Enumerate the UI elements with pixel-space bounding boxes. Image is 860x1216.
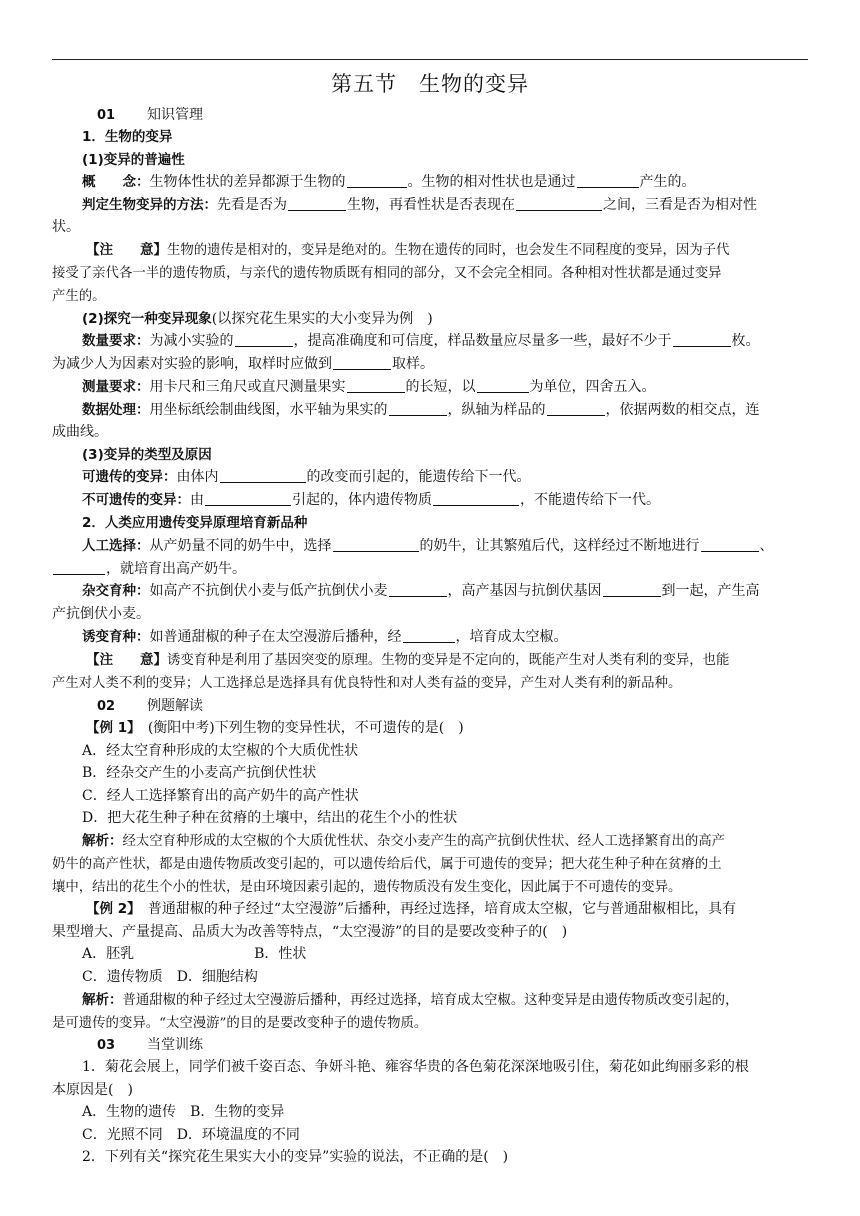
example-2-question: 【例 2】 普通甜椒的种子经过“太空漫游”后播种，再经过选择，培育成太空椒，它与普通甜椒相比，具有 [86, 901, 737, 917]
note-2: 【注 意】诱变育种是利用了基因突变的原理。生物的变异是不定向的，既能产生对人类有利的变异，也能 [86, 652, 730, 668]
blank [205, 491, 291, 506]
heritable-line: 可遗传的变异：由体内 的改变而引起的，能遗传给下一代。 [82, 469, 531, 485]
hybrid-breeding-cont: 产抗倒伏小麦。 [52, 606, 150, 622]
heading-1: 1．生物的变异 [82, 129, 173, 145]
example-1-question: 【例 1】 (衡阳中考)下列生物的变异性状，不可遗传的是( ) [86, 720, 464, 736]
example-1-analysis-line-2: 奶牛的高产性状，都是由遗传物质改变引起的，可以遗传给后代，属于可遗传的变异；把大花生种子种在贫瘠的土 [52, 857, 722, 872]
example-1-option-c: C．经人工选择繁育出的高产奶牛的高产性状 [82, 788, 359, 804]
section-heading-03: 03 当堂训练 [97, 1037, 203, 1053]
example-2-question-cont: 果型增大、产量提高、品质大为改善等特点，“太空漫游”的目的是要改变种子的( ) [52, 924, 568, 940]
blank [288, 196, 346, 211]
blank [53, 560, 105, 575]
data-processing-line: 数据处理：用坐标纸绘制曲线图，水平轴为果实的 ，纵轴为样品的 ，依据两数的相交点，连 [82, 402, 760, 418]
artificial-selection-line: 人工选择：从产奶量不同的奶牛中，选择 的奶牛，让其繁殖后代，这样经过不断地进行 、 [82, 538, 774, 554]
example-1-analysis: 解析：经太空育种形成的太空椒的个大质优性状、杂交小麦产生的高产抗倒伏性状、经人工选择繁育出的高产 [82, 833, 726, 849]
header-rule [52, 59, 808, 60]
section-heading-02: 02 例题解读 [97, 698, 203, 714]
blank [347, 173, 407, 188]
blank [347, 378, 405, 393]
data-processing-line-cont: 成曲线。 [52, 424, 108, 440]
blank [333, 537, 419, 552]
judge-line-cont: 状。 [52, 219, 80, 235]
blank [389, 401, 447, 416]
blank [333, 355, 391, 370]
quantity-line: 数量要求：为减小实验的 ，提高准确度和可信度，样品数量应尽量多一些，最好不少于 枚。 [82, 333, 760, 349]
quantity-line-cont: 为减少人为因素对实验的影响，取样时应做到 取样。 [52, 356, 434, 372]
example-2-analysis-line-2: 是可遗传的变异。“太空漫游”的目的是要改变种子的遗传物质。 [52, 1016, 428, 1031]
blank [603, 582, 661, 597]
heading-1-2: (2)探究一种变异现象(以探究花生果实的大小变异为例 ) [82, 311, 433, 327]
judge-line: 判定生物变异的方法：先看是否为 生物，再看性状是否表现在 之间，三看是否为相对性 [82, 197, 757, 213]
training-q1-options-cd: C．光照不同 D．环境温度的不同 [82, 1127, 300, 1143]
page-title: 第五节 生物的变异 [331, 72, 529, 96]
blank [389, 582, 447, 597]
nonheritable-line: 不可遗传的变异：由 引起的，体内遗传物质 ，不能遗传给下一代。 [82, 492, 660, 508]
blank [547, 401, 605, 416]
note-1-line-3: 产生的。 [52, 289, 106, 304]
artificial-selection-cont: ，就培育出高产奶牛。 [52, 559, 808, 580]
training-q2: 2．下列有关“探究花生果实大小的变异”实验的说法，不正确的是( ) [82, 1149, 509, 1165]
section-heading-01: 01 知识管理 [97, 107, 203, 123]
blank [235, 332, 293, 347]
training-q1-options-ab: A．生物的遗传 B．生物的变异 [82, 1104, 285, 1120]
example-2-analysis: 解析：普通甜椒的种子经过太空漫游后播种，再经过选择，培育成太空椒。这种变异是由遗传物质改变引起的， [82, 992, 739, 1008]
training-q1-cont: 本原因是( ) [52, 1082, 133, 1098]
blank [701, 537, 759, 552]
blank [433, 491, 519, 506]
example-2-options-cd: C．遗传物质 D．细胞结构 [82, 969, 258, 985]
concept-line: 概 念：生物体性状的差异都源于生物的 。生物的相对性状也是通过 产生的。 [82, 174, 696, 190]
heading-2: 2．人类应用遗传变异原理培育新品种 [82, 515, 308, 531]
blank [516, 196, 602, 211]
heading-1-3: (3)变异的类型及原因 [82, 447, 212, 463]
example-1-option-b: B．经杂交产生的小麦高产抗倒伏性状 [82, 765, 317, 781]
mutation-breeding-line: 诱变育种：如普通甜椒的种子在太空漫游后播种，经 ，培育成太空椒。 [82, 629, 568, 645]
training-q1: 1．菊花会展上，同学们被千姿百态、争妍斗艳、雍容华贵的各色菊花深深地吸引住，菊花如此绚丽多彩的根 [82, 1059, 749, 1075]
example-1-analysis-line-3: 壤中，结出的花生个小的性状，是由环境因素引起的，遗传物质没有发生变化，因此属于不可遗传的变异。 [52, 880, 682, 895]
blank [673, 332, 731, 347]
heading-1-1: (1)变异的普遍性 [82, 152, 185, 168]
note-1-line-2: 接受了亲代各一半的遗传物质，与亲代的遗传物质既有相同的部分，又不会完全相同。各种相对性状都是通过变异 [52, 266, 722, 281]
blank [577, 173, 639, 188]
measure-line: 测量要求：用卡尺和三角尺或直尺测量果实 的长短，以 为单位，四舍五入。 [82, 379, 656, 395]
blank [403, 628, 455, 643]
note-2-line-2: 产生对人类不利的变异；人工选择总是选择具有优良特性和对人类有益的变异，产生对人类有利的新品种。 [52, 676, 682, 691]
example-1-option-d: D．把大花生种子种在贫瘠的土壤中，结出的花生个小的性状 [82, 810, 458, 826]
example-1-option-a: A．经太空育种形成的太空椒的个大质优性状 [82, 743, 359, 759]
example-2-options-ab: A．胚乳 B．性状 [82, 946, 307, 962]
blank [477, 378, 529, 393]
note-1: 【注 意】生物的遗传是相对的，变异是绝对的。生物在遗传的同时，也会发生不同程度的变异，因为子代 [86, 242, 730, 258]
blank [220, 468, 306, 483]
hybrid-breeding-line: 杂交育种：如高产不抗倒伏小麦与低产抗倒伏小麦 ，高产基因与抗倒伏基因 到一起，产生高 [82, 583, 760, 599]
